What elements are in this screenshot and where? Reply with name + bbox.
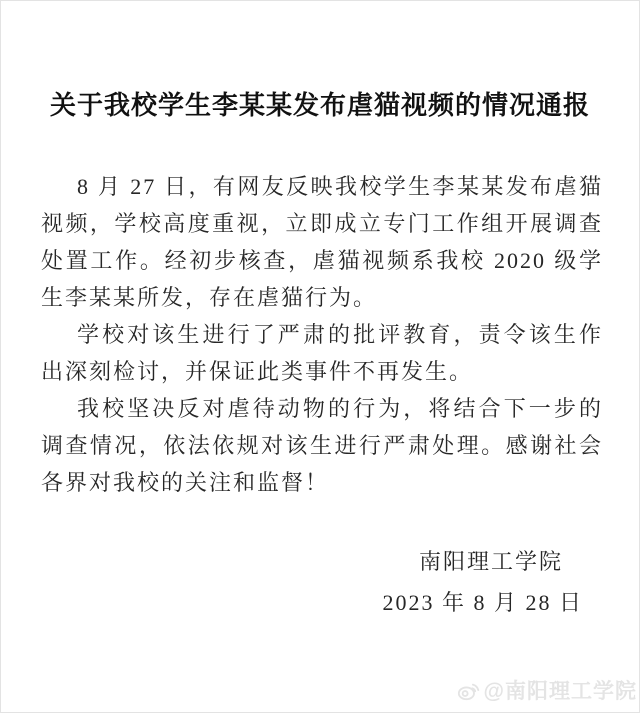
- weibo-icon: [457, 678, 481, 702]
- watermark-text: @南阳理工学院: [483, 680, 637, 703]
- notice-body: [41, 168, 603, 501]
- issue-date: 2023 年 8 月 28 日: [382, 590, 583, 615]
- notice-paragraph-2: 学校对该生进行了严肃的批评教育，责令该生作出深刻检讨，并保证此类事件不再发生。: [41, 322, 603, 384]
- notice-title: 关于我校学生李某某发布虐猫视频的情况通报: [49, 90, 590, 120]
- notice-paragraph-1: 8 月 27 日，有网友反映我校学生李某某发布虐猫视频，学校高度重视，立即成立专门工作组开展调查处置工作。经初步核查，虐猫视频系我校 2020 级学生李某某所发，存在虐猫行为。: [41, 174, 603, 310]
- issuer-signature: 南阳理工学院: [418, 549, 563, 574]
- signature-block: [1, 543, 639, 621]
- notice-paragraph-3: 我校坚决反对虐待动物的行为，将结合下一步的调查情况，依法依规对该生进行严肃处理。感谢社会各界对我校的关注和监督！: [41, 396, 603, 495]
- weibo-watermark: [457, 675, 637, 705]
